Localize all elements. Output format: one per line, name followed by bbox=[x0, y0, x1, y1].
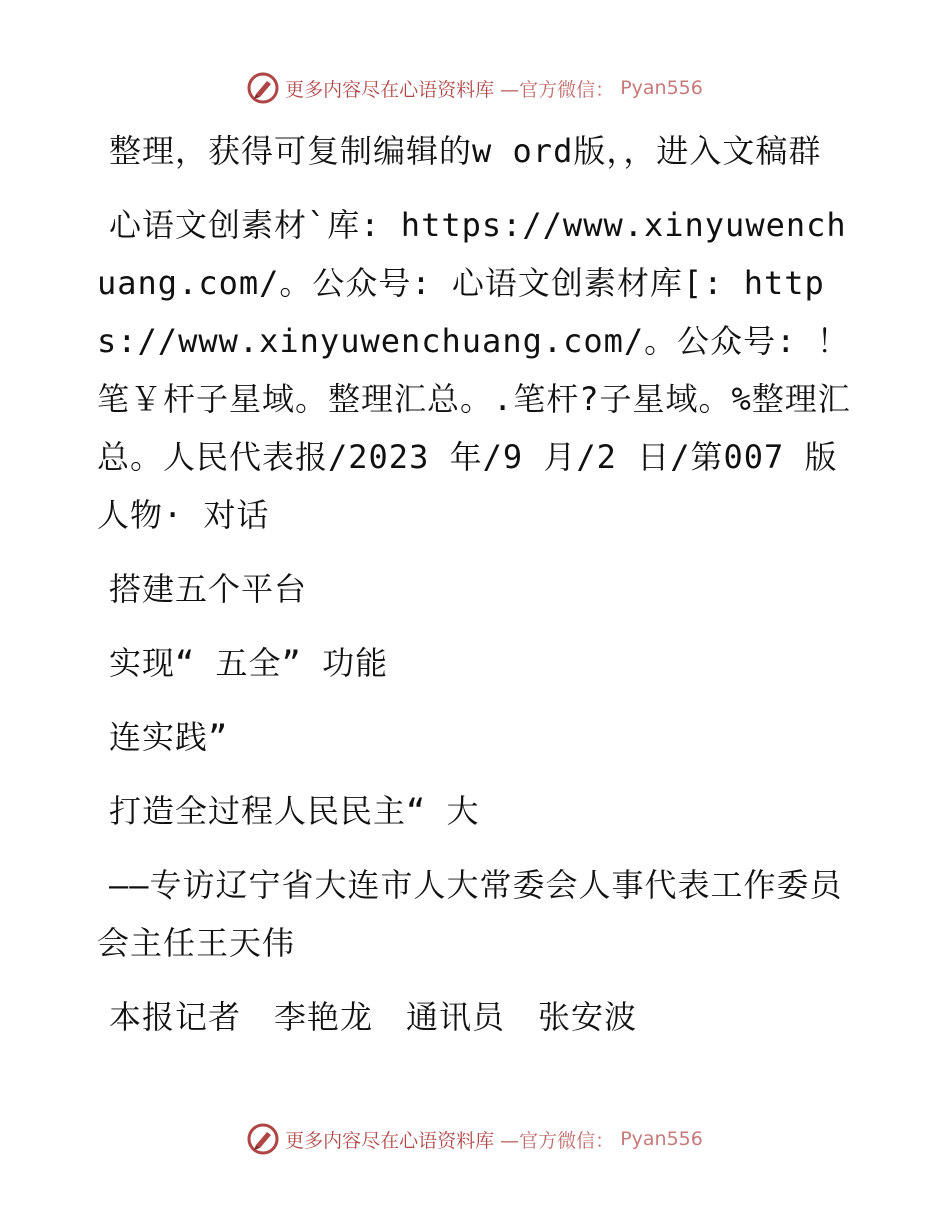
footer-banner-text: 更多内容尽在心语资料库 bbox=[285, 1129, 495, 1152]
paragraph-intro: 整理，获得可复制编辑的w ord版，，进入文稿群 bbox=[109, 132, 822, 170]
paragraph-headline-1: 搭建五个平台 bbox=[109, 570, 308, 608]
pen-circle-logo-icon bbox=[247, 72, 279, 104]
paragraph-headline-3: 连实践” bbox=[109, 718, 229, 756]
paragraph-byline: 本报记者 李艳龙 通讯员 张安波 bbox=[109, 998, 638, 1036]
footer-wechat-label: —官方微信： bbox=[500, 1129, 615, 1152]
footer-banner bbox=[0, 1123, 950, 1155]
header-wechat-id: Pyan556 bbox=[620, 77, 703, 99]
paragraph-headline-4: 打造全过程人民民主“ 大 bbox=[109, 792, 480, 830]
paragraph-subtitle: ——专访辽宁省大连市人大常委会人事代表工作委员会主任王天伟 bbox=[97, 866, 843, 962]
footer-wechat-id: Pyan556 bbox=[620, 1128, 703, 1150]
paragraph-source: 心语文创素材`库: https://www.xinyuwenchuang.com/。公众号: 心语文创素材库[: https://www.xinyuwenchuang.com/。公众号: ！笔￥杆子星域。整理汇总。.笔杆?子星域。%整理汇总。人民代表报/2023 年/9 月/2 日/第007 版人物· 对话 bbox=[97, 206, 851, 534]
document-body bbox=[97, 122, 857, 1062]
pen-circle-logo-icon bbox=[247, 1123, 279, 1155]
header-banner bbox=[0, 72, 950, 104]
header-wechat-label: —官方微信： bbox=[500, 78, 615, 101]
header-banner-text: 更多内容尽在心语资料库 bbox=[285, 78, 495, 101]
paragraph-headline-2: 实现“ 五全” 功能 bbox=[109, 644, 389, 682]
